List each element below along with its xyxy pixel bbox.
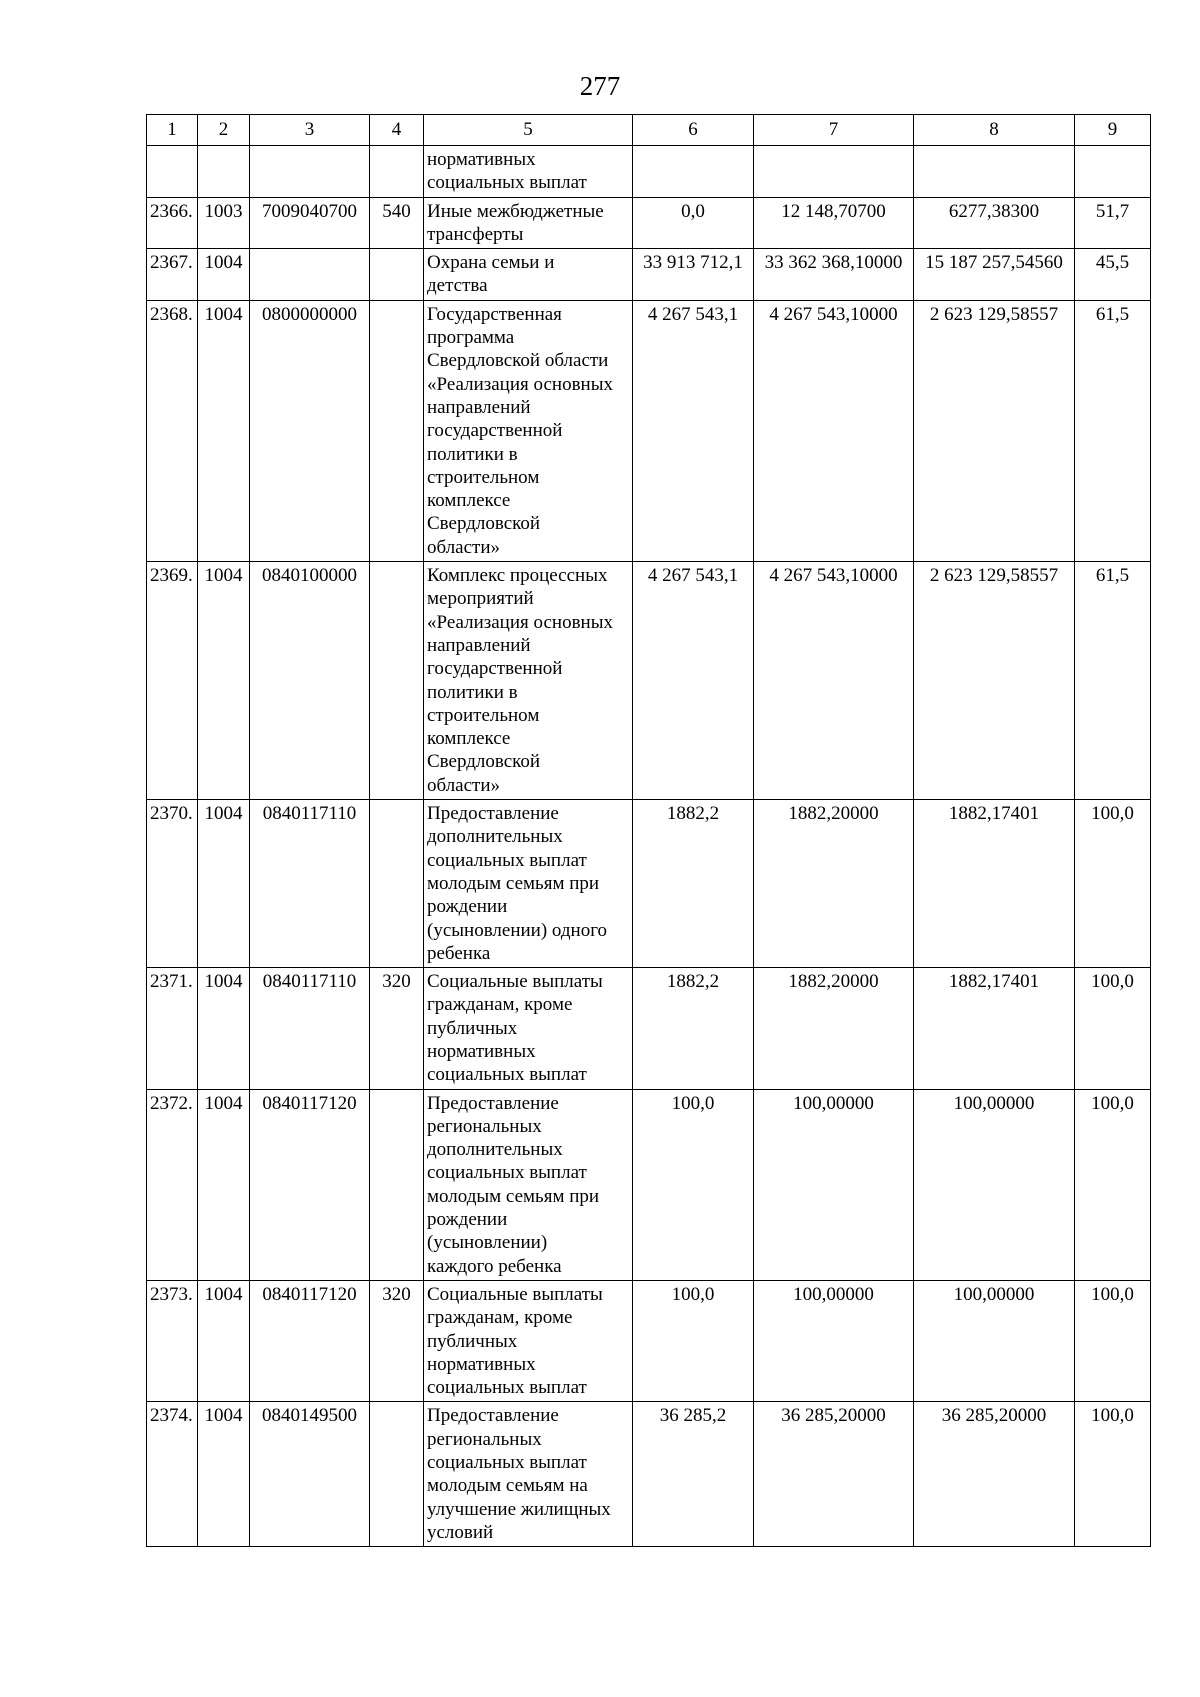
name-line: Иные межбюджетные xyxy=(427,200,604,222)
table-row xyxy=(147,1280,1151,1401)
name-line: гражданам, кроме xyxy=(427,1307,573,1329)
target-code-cell: 0840100000 xyxy=(250,562,370,800)
name-cell xyxy=(424,300,633,561)
value-col6-cell: 36 285,2 xyxy=(633,1402,754,1547)
column-header-8: 8 xyxy=(914,115,1075,146)
percent-cell: 100,0 xyxy=(1075,800,1151,968)
name-line: нормативных xyxy=(427,1040,536,1062)
name-line: Социальные выплаты xyxy=(427,1283,603,1305)
name-line: направлений xyxy=(427,634,531,656)
name-line: направлений xyxy=(427,396,531,418)
target-code-cell: 7009040700 xyxy=(250,197,370,249)
column-header-7: 7 xyxy=(754,115,914,146)
name-line: молодым семьям при xyxy=(427,1185,600,1207)
section-code-cell xyxy=(198,146,250,198)
section-code-cell: 1004 xyxy=(198,968,250,1089)
table-row xyxy=(147,1089,1151,1280)
row-number-cell: 2373. xyxy=(147,1280,198,1401)
row-number-cell: 2372. xyxy=(147,1089,198,1280)
header-row xyxy=(147,115,1151,146)
expense-type-cell xyxy=(370,146,424,198)
percent-cell: 61,5 xyxy=(1075,300,1151,561)
target-code-cell xyxy=(250,249,370,301)
name-cell xyxy=(424,1280,633,1401)
name-line: условий xyxy=(427,1521,494,1543)
expense-type-cell xyxy=(370,249,424,301)
name-line: Предоставление xyxy=(427,803,559,825)
target-code-cell xyxy=(250,146,370,198)
name-line: молодым семьям на xyxy=(427,1475,588,1497)
percent-cell: 100,0 xyxy=(1075,1280,1151,1401)
name-cell xyxy=(424,562,633,800)
name-line: Предоставление xyxy=(427,1092,559,1114)
expense-type-cell xyxy=(370,562,424,800)
page-number: 277 xyxy=(579,71,621,101)
table-row xyxy=(147,1402,1151,1547)
percent-cell: 61,5 xyxy=(1075,562,1151,800)
value-col6-cell: 4 267 543,1 xyxy=(633,562,754,800)
name-line: дополнительных xyxy=(427,1139,563,1161)
percent-cell: 100,0 xyxy=(1075,968,1151,1089)
value-col7-cell: 1882,20000 xyxy=(754,968,914,1089)
value-col8-cell: 100,00000 xyxy=(914,1280,1075,1401)
table-row xyxy=(147,197,1151,249)
value-col7-cell: 33 362 368,10000 xyxy=(754,249,914,301)
section-code-cell: 1004 xyxy=(198,1089,250,1280)
expense-type-cell xyxy=(370,1402,424,1547)
name-line: государственной xyxy=(427,420,563,442)
percent-cell: 100,0 xyxy=(1075,1089,1151,1280)
name-line: ребенка xyxy=(427,942,491,964)
target-code-cell: 0840117110 xyxy=(250,800,370,968)
name-line: молодым семьям при xyxy=(427,872,600,894)
column-header-9: 9 xyxy=(1075,115,1151,146)
section-code-cell: 1004 xyxy=(198,800,250,968)
name-line: «Реализация основных xyxy=(427,611,613,633)
name-line: программа xyxy=(427,327,515,349)
name-line: региональных xyxy=(427,1428,542,1450)
column-header-5: 5 xyxy=(424,115,633,146)
name-line: политики в xyxy=(427,681,518,703)
target-code-cell: 0840117120 xyxy=(250,1280,370,1401)
column-header-6: 6 xyxy=(633,115,754,146)
name-line: региональных xyxy=(427,1115,542,1137)
value-col6-cell xyxy=(633,146,754,198)
name-cell xyxy=(424,146,633,198)
name-cell xyxy=(424,968,633,1089)
value-col7-cell: 36 285,20000 xyxy=(754,1402,914,1547)
value-col6-cell: 100,0 xyxy=(633,1089,754,1280)
value-col6-cell: 4 267 543,1 xyxy=(633,300,754,561)
value-col6-cell: 1882,2 xyxy=(633,800,754,968)
value-col6-cell: 1882,2 xyxy=(633,968,754,1089)
value-col8-cell: 1882,17401 xyxy=(914,968,1075,1089)
row-number-cell: 2370. xyxy=(147,800,198,968)
row-number-cell: 2369. xyxy=(147,562,198,800)
percent-cell: 51,7 xyxy=(1075,197,1151,249)
value-col8-cell xyxy=(914,146,1075,198)
row-number-cell: 2368. xyxy=(147,300,198,561)
expense-type-cell: 320 xyxy=(370,968,424,1089)
column-header-4: 4 xyxy=(370,115,424,146)
name-cell xyxy=(424,800,633,968)
percent-cell: 100,0 xyxy=(1075,1402,1151,1547)
value-col8-cell: 100,00000 xyxy=(914,1089,1075,1280)
name-line: Свердловской xyxy=(427,751,541,773)
value-col7-cell: 12 148,70700 xyxy=(754,197,914,249)
target-code-cell: 0840117110 xyxy=(250,968,370,1089)
name-line: мероприятий xyxy=(427,588,534,610)
table-row xyxy=(147,146,1151,198)
name-line: социальных выплат xyxy=(427,1162,587,1184)
name-line: Социальные выплаты xyxy=(427,971,603,993)
expense-type-cell xyxy=(370,1089,424,1280)
name-line: нормативных xyxy=(427,1353,536,1375)
section-code-cell: 1003 xyxy=(198,197,250,249)
name-cell xyxy=(424,1402,633,1547)
name-line: комплексе xyxy=(427,490,511,512)
table-row xyxy=(147,968,1151,1089)
value-col7-cell: 4 267 543,10000 xyxy=(754,300,914,561)
name-line: рождении xyxy=(427,896,508,918)
value-col7-cell xyxy=(754,146,914,198)
column-header-1: 1 xyxy=(147,115,198,146)
name-line: социальных выплат xyxy=(427,1377,587,1399)
name-line: области» xyxy=(427,774,501,796)
name-line: Предоставление xyxy=(427,1405,559,1427)
name-line: социальных выплат xyxy=(427,172,587,194)
value-col6-cell: 33 913 712,1 xyxy=(633,249,754,301)
section-code-cell: 1004 xyxy=(198,300,250,561)
name-line: «Реализация основных xyxy=(427,373,613,395)
value-col7-cell: 4 267 543,10000 xyxy=(754,562,914,800)
value-col6-cell: 100,0 xyxy=(633,1280,754,1401)
name-line: нормативных xyxy=(427,149,536,170)
name-line: строительном xyxy=(427,466,540,488)
column-header-3: 3 xyxy=(250,115,370,146)
name-line: государственной xyxy=(427,658,563,680)
expense-type-cell xyxy=(370,300,424,561)
name-line: детства xyxy=(427,275,488,297)
target-code-cell: 0840117120 xyxy=(250,1089,370,1280)
target-code-cell: 0800000000 xyxy=(250,300,370,561)
percent-cell: 45,5 xyxy=(1075,249,1151,301)
column-header-2: 2 xyxy=(198,115,250,146)
name-line: Свердловской xyxy=(427,513,541,535)
value-col8-cell: 15 187 257,54560 xyxy=(914,249,1075,301)
row-number-cell: 2371. xyxy=(147,968,198,1089)
name-line: Охрана семьи и xyxy=(427,252,555,274)
value-col8-cell: 6277,38300 xyxy=(914,197,1075,249)
row-number-cell: 2366. xyxy=(147,197,198,249)
name-line: социальных выплат xyxy=(427,1452,587,1474)
section-code-cell: 1004 xyxy=(198,1280,250,1401)
table-row xyxy=(147,800,1151,968)
name-line: Свердловской области xyxy=(427,350,609,372)
section-code-cell: 1004 xyxy=(198,562,250,800)
name-cell xyxy=(424,1089,633,1280)
row-number-cell: 2374. xyxy=(147,1402,198,1547)
value-col8-cell: 1882,17401 xyxy=(914,800,1075,968)
name-line: строительном xyxy=(427,704,540,726)
name-cell xyxy=(424,249,633,301)
name-line: трансферты xyxy=(427,223,524,245)
expense-type-cell: 540 xyxy=(370,197,424,249)
name-line: гражданам, кроме xyxy=(427,994,573,1016)
table-row xyxy=(147,562,1151,800)
section-code-cell: 1004 xyxy=(198,1402,250,1547)
name-line: публичных xyxy=(427,1017,518,1039)
name-line: Комплекс процессных xyxy=(427,565,608,587)
value-col7-cell: 100,00000 xyxy=(754,1089,914,1280)
name-line: политики в xyxy=(427,443,518,465)
table-body xyxy=(147,146,1151,1547)
row-number-cell: 2367. xyxy=(147,249,198,301)
name-line: социальных выплат xyxy=(427,849,587,871)
budget-table xyxy=(146,114,1151,1547)
name-line: комплексе xyxy=(427,728,511,750)
value-col6-cell: 0,0 xyxy=(633,197,754,249)
name-line: области» xyxy=(427,536,501,558)
section-code-cell: 1004 xyxy=(198,249,250,301)
target-code-cell: 0840149500 xyxy=(250,1402,370,1547)
name-line: рождении xyxy=(427,1209,508,1231)
name-line: (усыновлении) xyxy=(427,1232,548,1254)
name-line: социальных выплат xyxy=(427,1064,587,1086)
name-line: публичных xyxy=(427,1330,518,1352)
expense-type-cell xyxy=(370,800,424,968)
table-row xyxy=(147,300,1151,561)
value-col7-cell: 100,00000 xyxy=(754,1280,914,1401)
expense-type-cell: 320 xyxy=(370,1280,424,1401)
name-line: дополнительных xyxy=(427,826,563,848)
name-line: улучшение жилищных xyxy=(427,1498,611,1520)
name-line: (усыновлении) одного xyxy=(427,919,608,941)
name-line: каждого ребенка xyxy=(427,1255,562,1277)
value-col8-cell: 36 285,20000 xyxy=(914,1402,1075,1547)
percent-cell xyxy=(1075,146,1151,198)
value-col7-cell: 1882,20000 xyxy=(754,800,914,968)
table-row xyxy=(147,249,1151,301)
row-number-cell xyxy=(147,146,198,198)
value-col8-cell: 2 623 129,58557 xyxy=(914,562,1075,800)
name-cell xyxy=(424,197,633,249)
name-line: Государственная xyxy=(427,303,562,325)
value-col8-cell: 2 623 129,58557 xyxy=(914,300,1075,561)
